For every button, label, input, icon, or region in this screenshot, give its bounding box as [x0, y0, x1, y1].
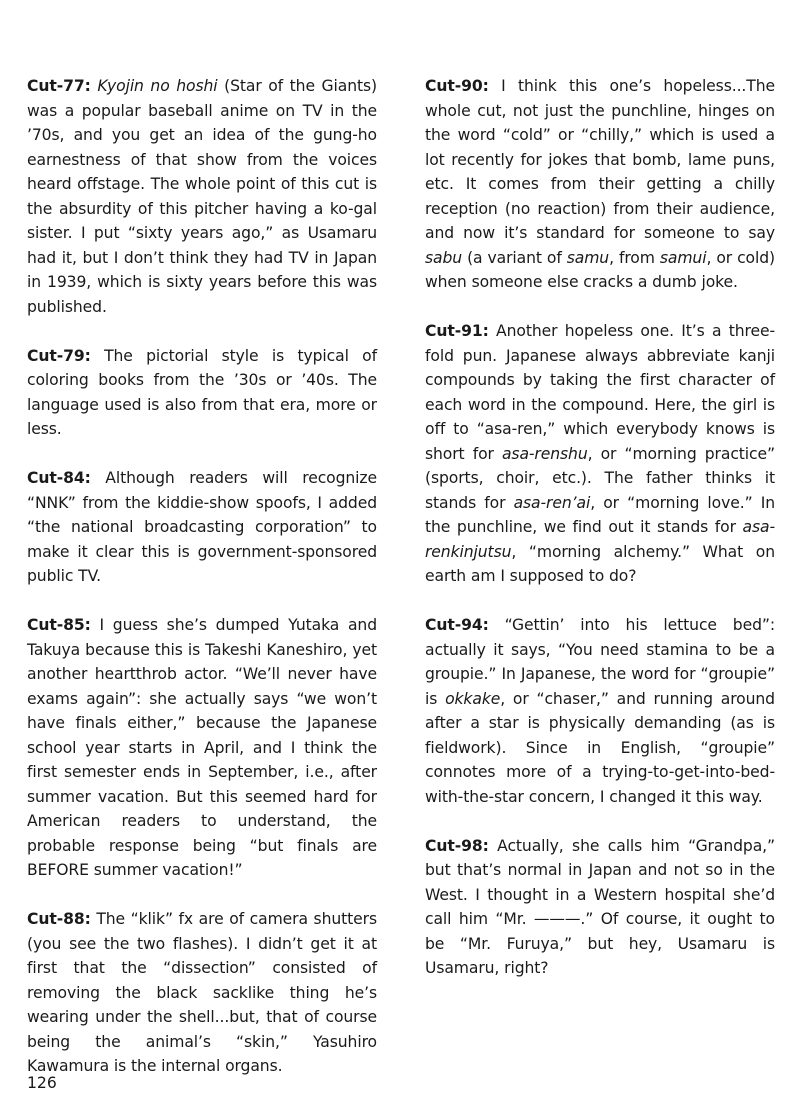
- italic-term: samui: [659, 248, 707, 267]
- note-label: Cut-79:: [27, 346, 91, 365]
- note-text: (a variant of: [462, 248, 567, 267]
- note-text: I think this one’s hopeless...The whole cut, not just the punchline, hinges on the word “cold” or “chilly,” which is used a lot recently for jokes that bomb, lame puns, etc. It comes from their getting a chilly reception (no reaction) from their audience, and now it’s standard for someone to say: [425, 77, 775, 242]
- note-cut-79: [27, 344, 377, 442]
- note-cut-90: [425, 74, 775, 295]
- italic-term: sabu: [425, 248, 463, 267]
- note-text: , or “morning love.” In the punchline, we find out it stands for: [425, 493, 775, 536]
- note-body: [27, 77, 377, 316]
- note-body: [425, 322, 775, 585]
- italic-term: asa-renkinjutsu: [425, 518, 775, 561]
- note-label: Cut-90:: [425, 77, 489, 95]
- note-cut-77: [27, 74, 377, 319]
- note-cut-85: [27, 613, 377, 883]
- note-label: Cut-91:: [425, 322, 489, 340]
- note-cut-88: [27, 907, 377, 1079]
- page-number: 126: [27, 1074, 57, 1092]
- note-body: [27, 910, 377, 1075]
- right-column: [425, 74, 775, 1005]
- left-column: [27, 74, 377, 1103]
- note-label: Cut-98:: [425, 836, 489, 855]
- note-text: I guess she’s dumped Yutaka and Takuya because this is Takeshi Kaneshiro, yet another heartthrob actor. “We’ll never have exams again”: she actually says “we won’t have finals either,” because the Japanese school year starts in April, and I think the first semester ends in September, i.e., after summer vacation. But this seemed hard for American readers to understand, the probable response being “but finals are BEFORE summer vacation!”: [27, 616, 377, 879]
- note-label: Cut-77:: [27, 77, 91, 95]
- note-cut-91: [425, 319, 775, 589]
- note-cut-94: [425, 613, 775, 809]
- note-cut-84: [27, 466, 377, 589]
- note-cut-98: [425, 834, 775, 981]
- note-label: Cut-88:: [27, 910, 91, 928]
- note-label: Cut-94:: [425, 616, 489, 634]
- note-text: , or “morning practice” (sports, choir, etc.). The father thinks it stands for: [425, 444, 775, 512]
- note-text: , “morning alchemy.” What on earth am I supposed to do?: [425, 542, 775, 585]
- note-label: Cut-85:: [27, 616, 91, 634]
- italic-term: Kyojin no hoshi: [97, 77, 218, 95]
- italic-term: asa-renshu: [501, 444, 588, 463]
- note-text: , or “chaser,” and running around after a star is physically demanding (as is fieldwork). Since in English, “groupie” connotes more of a trying-to-get-into-bed-with-the-star concern, I changed it this way.: [425, 689, 775, 806]
- italic-term: okkake: [445, 689, 501, 708]
- note-text: Although readers will recognize “NNK” from the kiddie-show spoofs, I added “the national broadcasting corporation” to make it clear this is government-sponsored public TV.: [27, 469, 377, 585]
- italic-term: samu: [566, 248, 610, 267]
- note-body: [425, 837, 775, 978]
- note-body: [425, 77, 775, 291]
- note-body: [27, 616, 377, 879]
- note-text: The pictorial style is typical of coloring books from the ’30s or ’40s. The language used is also from that era, more or less.: [27, 346, 377, 438]
- note-text: , from: [609, 248, 660, 267]
- note-label: Cut-84:: [27, 469, 91, 487]
- note-text: “Gettin’ into his lettuce bed”: actually it says, “You need stamina to be a groupie.” In Japanese, the word for “groupie” is: [425, 616, 775, 708]
- italic-term: asa-ren’ai: [513, 493, 591, 512]
- note-text: Another hopeless one. It’s a three-fold pun. Japanese always abbreviate kanji compounds by taking the first character of each word in the compound. Here, the girl is off to “asa-ren,” which everybody knows is short for: [425, 322, 775, 463]
- note-text: The “klik” fx are of camera shutters (you see the two flashes). I didn’t get it at first that the “dissection” consisted of removing the black sacklike thing he’s wearing under the shell...but, that of course being the animal’s “skin,” Yasuhiro Kawamura is the internal organs.: [27, 910, 377, 1075]
- note-text: (Star of the Giants) was a popular baseball anime on TV in the ’70s, and you get an idea of the gung-ho earnestness of that show from the voices heard offstage. The whole point of this cut is the absurdity of this pitcher having a ko-gal sister. I put “sixty years ago,” as Usamaru had it, but I don’t think they had TV in Japan in 1939, which is sixty years before this was published.: [27, 77, 377, 316]
- note-text: , or cold) when someone else cracks a dumb joke.: [425, 248, 775, 291]
- note-body: [425, 616, 775, 806]
- note-text: Actually, she calls him “Grandpa,” but that’s normal in Japan and not so in the West. I thought in a Western hospital she’d call him “Mr. ———.” Of course, it ought to be “Mr. Furuya,” but hey, Usamaru is Usamaru, right?: [425, 836, 775, 977]
